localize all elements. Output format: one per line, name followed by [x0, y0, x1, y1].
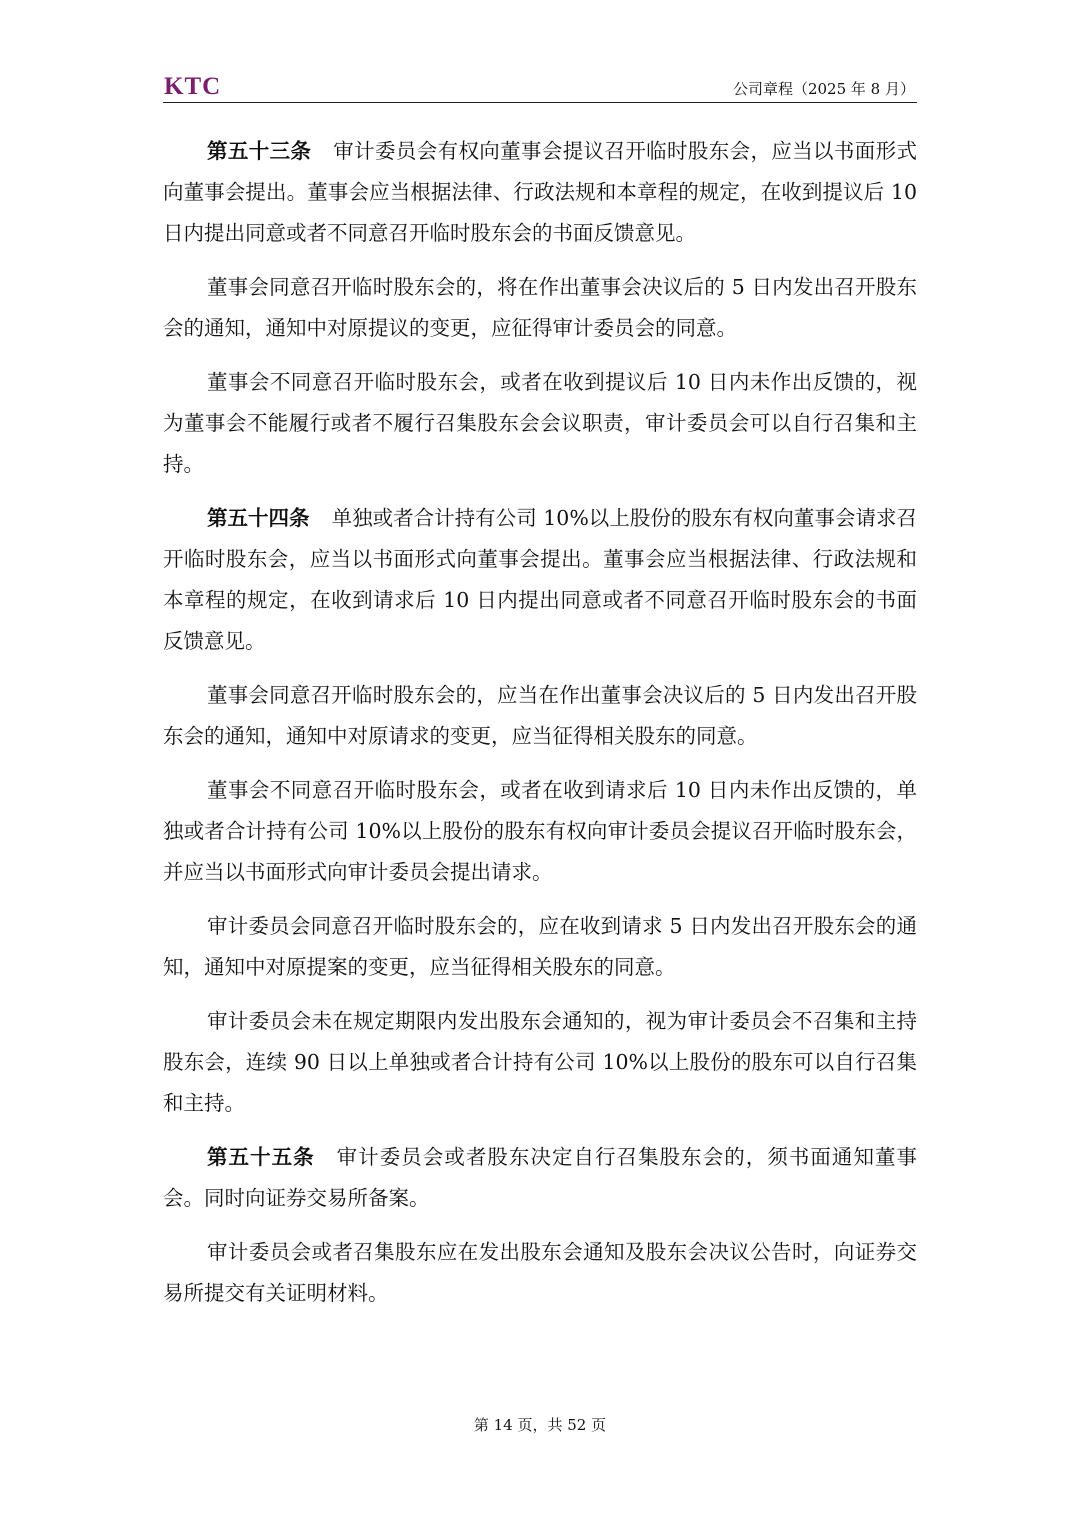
paragraph-text: 董事会不同意召开临时股东会，或者在收到提议后 10 日内未作出反馈的，视为董事会不能履行或者不履行召集股东会会议职责，审计委员会可以自行召集和主持。	[163, 370, 917, 476]
paragraph	[163, 770, 917, 893]
paragraph-text: 审计委员会或者召集股东应在发出股东会通知及股东会决议公告时，向证券交易所提交有关证明材料。	[163, 1240, 917, 1305]
paragraph-text: 董事会同意召开临时股东会的，应当在作出董事会决议后的 5 日内发出召开股东会的通知，通知中对原请求的变更，应当征得相关股东的同意。	[163, 683, 917, 748]
paragraph	[163, 131, 917, 254]
paragraph	[163, 675, 917, 757]
paragraph	[163, 1137, 917, 1219]
article-number: 第五十三条	[207, 139, 312, 163]
company-logo: KTC	[164, 73, 222, 100]
paragraph-text: 审计委员会未在规定期限内发出股东会通知的，视为审计委员会不召集和主持股东会，连续 90 日以上单独或者合计持有公司 10%以上股份的股东可以自行召集和主持。	[163, 1009, 917, 1115]
paragraph-text: 单独或者合计持有公司 10%以上股份的股东有权向董事会请求召开临时股东会，应当以书面形式向董事会提出。董事会应当根据法律、行政法规和本章程的规定，在收到请求后 10 日内提出同意或者不同意召开临时股东会的书面反馈意见。	[163, 506, 918, 653]
paragraph	[163, 498, 917, 662]
page-header	[163, 74, 917, 103]
paragraph-text: 董事会同意召开临时股东会的，将在作出董事会决议后的 5 日内发出召开股东会的通知，通知中对原提议的变更，应征得审计委员会的同意。	[163, 275, 917, 340]
page-number: 第 14 页，共 52 页	[473, 1416, 607, 1434]
paragraph	[163, 906, 917, 988]
paragraph	[163, 1001, 917, 1124]
paragraph	[163, 1232, 917, 1314]
paragraph	[163, 267, 917, 349]
paragraph	[163, 362, 917, 485]
document-title: 公司章程（2025 年 8 月）	[732, 80, 915, 98]
paragraph-text: 审计委员会同意召开临时股东会的，应在收到请求 5 日内发出召开股东会的通知，通知中对原提案的变更，应当征得相关股东的同意。	[163, 914, 917, 979]
paragraph-text: 审计委员会或者股东决定自行召集股东会的，须书面通知董事会。同时向证券交易所备案。	[163, 1145, 918, 1210]
document-body	[163, 131, 917, 1327]
paragraph-text: 董事会不同意召开临时股东会，或者在收到请求后 10 日内未作出反馈的，单独或者合计持有公司 10%以上股份的股东有权向审计委员会提议召开临时股东会，并应当以书面形式向审计委员会提出请求。	[163, 778, 917, 884]
paragraph-text: 审计委员会有权向董事会提议召开临时股东会，应当以书面形式向董事会提出。董事会应当根据法律、行政法规和本章程的规定，在收到提议后 10 日内提出同意或者不同意召开临时股东会的书面反馈意见。	[163, 139, 917, 245]
page-footer	[0, 1414, 1080, 1435]
article-number: 第五十四条	[207, 506, 310, 530]
article-number: 第五十五条	[207, 1145, 315, 1169]
